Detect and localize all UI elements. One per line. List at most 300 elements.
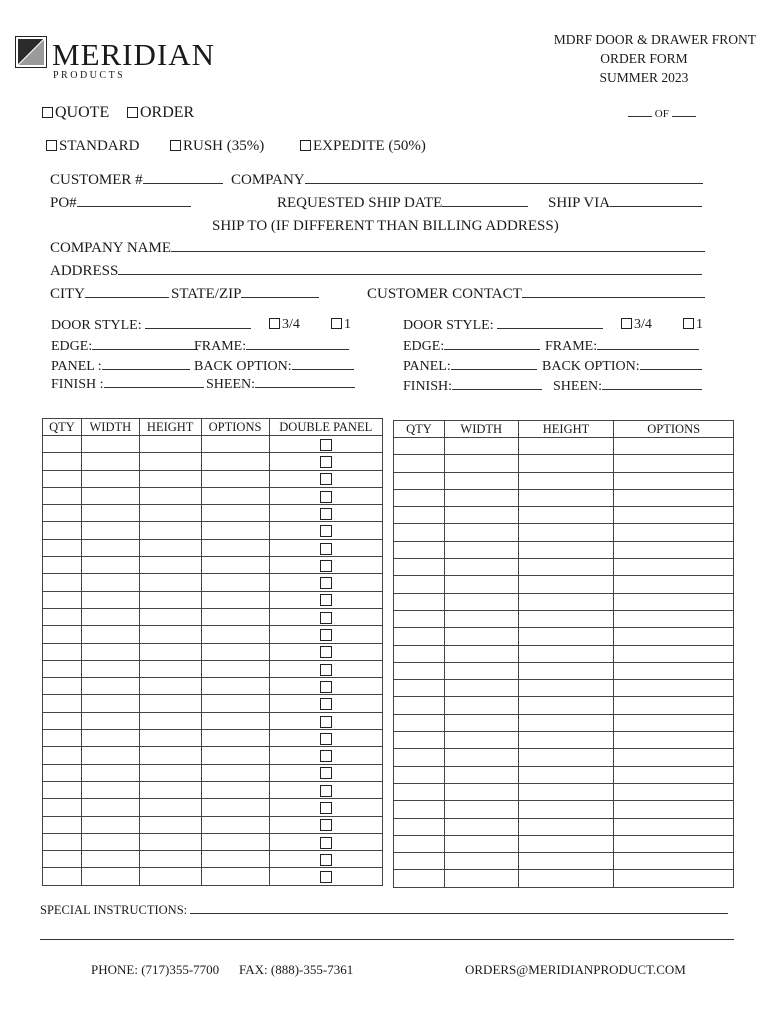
left-height-cell[interactable] <box>139 833 201 850</box>
left-height-cell[interactable] <box>139 764 201 781</box>
right-options-cell[interactable] <box>614 732 734 749</box>
left-width-cell[interactable] <box>81 453 139 470</box>
left-height-cell[interactable] <box>139 868 201 885</box>
left-door-style-field[interactable] <box>145 317 251 329</box>
left-qty-cell[interactable] <box>43 660 82 677</box>
state-zip-field[interactable] <box>241 286 319 298</box>
right-height-cell[interactable] <box>518 593 614 610</box>
left-height-cell[interactable] <box>139 712 201 729</box>
left-width-cell[interactable] <box>81 851 139 868</box>
left-width-cell[interactable] <box>81 557 139 574</box>
left-options-cell[interactable] <box>201 557 269 574</box>
right-height-cell[interactable] <box>518 507 614 524</box>
right-height-cell[interactable] <box>518 801 614 818</box>
left-options-cell[interactable] <box>201 453 269 470</box>
left-width-cell[interactable] <box>81 781 139 798</box>
left-width-cell[interactable] <box>81 522 139 539</box>
right-options-cell[interactable] <box>614 680 734 697</box>
left-double-panel-cell[interactable] <box>269 799 383 816</box>
left-options-cell[interactable] <box>201 626 269 643</box>
left-options-cell[interactable] <box>201 764 269 781</box>
left-height-cell[interactable] <box>139 608 201 625</box>
left-qty-cell[interactable] <box>43 539 82 556</box>
left-width-cell[interactable] <box>81 487 139 504</box>
expedite-checkbox[interactable] <box>300 140 311 151</box>
standard-option[interactable] <box>46 138 139 155</box>
right-width-cell[interactable] <box>444 766 518 783</box>
left-width-cell[interactable] <box>81 643 139 660</box>
left-double-panel-cell[interactable] <box>269 626 383 643</box>
double-panel-checkbox[interactable] <box>320 594 332 606</box>
order-option[interactable] <box>127 104 194 122</box>
left-double-panel-cell[interactable] <box>269 695 383 712</box>
left-height-cell[interactable] <box>139 505 201 522</box>
left-double-panel-cell[interactable] <box>269 678 383 695</box>
right-qty-cell[interactable] <box>394 714 445 731</box>
left-options-cell[interactable] <box>201 574 269 591</box>
standard-checkbox[interactable] <box>46 140 57 151</box>
left-options-cell[interactable] <box>201 695 269 712</box>
rush-option[interactable] <box>170 138 264 155</box>
right-width-cell[interactable] <box>444 438 518 455</box>
right-height-cell[interactable] <box>518 714 614 731</box>
double-panel-checkbox[interactable] <box>320 473 332 485</box>
right-qty-cell[interactable] <box>394 818 445 835</box>
page-total-field[interactable] <box>672 108 696 117</box>
expedite-option[interactable] <box>300 138 426 155</box>
left-double-panel-cell[interactable] <box>269 643 383 660</box>
right-width-cell[interactable] <box>444 835 518 852</box>
double-panel-checkbox[interactable] <box>320 491 332 503</box>
right-options-cell[interactable] <box>614 749 734 766</box>
right-width-cell[interactable] <box>444 732 518 749</box>
right-width-cell[interactable] <box>444 783 518 800</box>
left-width-cell[interactable] <box>81 799 139 816</box>
right-height-cell[interactable] <box>518 541 614 558</box>
left-width-cell[interactable] <box>81 730 139 747</box>
left-height-cell[interactable] <box>139 660 201 677</box>
right-height-cell[interactable] <box>518 455 614 472</box>
left-double-panel-cell[interactable] <box>269 591 383 608</box>
left-thickness-34[interactable] <box>269 317 300 333</box>
right-options-cell[interactable] <box>614 472 734 489</box>
right-height-cell[interactable] <box>518 870 614 887</box>
right-options-cell[interactable] <box>614 628 734 645</box>
right-door-style-field[interactable] <box>497 317 603 329</box>
right-height-cell[interactable] <box>518 749 614 766</box>
right-width-cell[interactable] <box>444 489 518 506</box>
left-options-cell[interactable] <box>201 833 269 850</box>
left-height-cell[interactable] <box>139 626 201 643</box>
left-double-panel-cell[interactable] <box>269 557 383 574</box>
right-qty-cell[interactable] <box>394 783 445 800</box>
left-double-panel-cell[interactable] <box>269 712 383 729</box>
left-height-cell[interactable] <box>139 816 201 833</box>
left-double-panel-cell[interactable] <box>269 453 383 470</box>
right-height-cell[interactable] <box>518 818 614 835</box>
left-width-cell[interactable] <box>81 608 139 625</box>
right-qty-cell[interactable] <box>394 559 445 576</box>
left-options-cell[interactable] <box>201 747 269 764</box>
double-panel-checkbox[interactable] <box>320 871 332 883</box>
right-options-cell[interactable] <box>614 610 734 627</box>
ship-via-field[interactable] <box>610 195 702 207</box>
right-qty-cell[interactable] <box>394 507 445 524</box>
right-width-cell[interactable] <box>444 628 518 645</box>
left-options-cell[interactable] <box>201 643 269 660</box>
left-width-cell[interactable] <box>81 574 139 591</box>
right-options-cell[interactable] <box>614 835 734 852</box>
right-qty-cell[interactable] <box>394 870 445 887</box>
left-options-cell[interactable] <box>201 799 269 816</box>
left-qty-cell[interactable] <box>43 505 82 522</box>
left-width-cell[interactable] <box>81 816 139 833</box>
order-checkbox[interactable] <box>127 107 138 118</box>
left-width-cell[interactable] <box>81 678 139 695</box>
left-options-cell[interactable] <box>201 591 269 608</box>
left-options-cell[interactable] <box>201 608 269 625</box>
right-qty-cell[interactable] <box>394 662 445 679</box>
right-qty-cell[interactable] <box>394 835 445 852</box>
left-options-cell[interactable] <box>201 781 269 798</box>
left-double-panel-cell[interactable] <box>269 781 383 798</box>
right-qty-cell[interactable] <box>394 766 445 783</box>
left-width-cell[interactable] <box>81 539 139 556</box>
right-options-cell[interactable] <box>614 507 734 524</box>
right-options-cell[interactable] <box>614 697 734 714</box>
left-height-cell[interactable] <box>139 799 201 816</box>
left-double-panel-cell[interactable] <box>269 470 383 487</box>
left-options-cell[interactable] <box>201 522 269 539</box>
company-name-field[interactable] <box>171 240 705 252</box>
left-options-cell[interactable] <box>201 660 269 677</box>
left-width-cell[interactable] <box>81 470 139 487</box>
right-options-cell[interactable] <box>614 645 734 662</box>
left-options-cell[interactable] <box>201 539 269 556</box>
left-height-cell[interactable] <box>139 522 201 539</box>
page-number-field[interactable] <box>628 108 652 117</box>
left-double-panel-cell[interactable] <box>269 730 383 747</box>
left-qty-cell[interactable] <box>43 470 82 487</box>
double-panel-checkbox[interactable] <box>320 750 332 762</box>
right-width-cell[interactable] <box>444 541 518 558</box>
left-frame-field[interactable] <box>246 338 349 350</box>
right-height-cell[interactable] <box>518 645 614 662</box>
right-panel-field[interactable] <box>451 358 537 370</box>
left-width-cell[interactable] <box>81 712 139 729</box>
right-height-cell[interactable] <box>518 628 614 645</box>
left-qty-cell[interactable] <box>43 453 82 470</box>
left-height-cell[interactable] <box>139 470 201 487</box>
right-options-cell[interactable] <box>614 524 734 541</box>
right-width-cell[interactable] <box>444 697 518 714</box>
right-options-cell[interactable] <box>614 853 734 870</box>
left-1-checkbox[interactable] <box>331 318 342 329</box>
right-height-cell[interactable] <box>518 853 614 870</box>
left-qty-cell[interactable] <box>43 643 82 660</box>
quote-option[interactable] <box>42 104 109 122</box>
right-qty-cell[interactable] <box>394 732 445 749</box>
left-height-cell[interactable] <box>139 695 201 712</box>
left-double-panel-cell[interactable] <box>269 851 383 868</box>
left-height-cell[interactable] <box>139 747 201 764</box>
double-panel-checkbox[interactable] <box>320 837 332 849</box>
left-double-panel-cell[interactable] <box>269 487 383 504</box>
company-field[interactable] <box>305 172 703 184</box>
left-options-cell[interactable] <box>201 436 269 453</box>
right-width-cell[interactable] <box>444 576 518 593</box>
right-height-cell[interactable] <box>518 835 614 852</box>
double-panel-checkbox[interactable] <box>320 681 332 693</box>
left-options-cell[interactable] <box>201 730 269 747</box>
right-options-cell[interactable] <box>614 818 734 835</box>
right-options-cell[interactable] <box>614 662 734 679</box>
right-options-cell[interactable] <box>614 489 734 506</box>
right-width-cell[interactable] <box>444 524 518 541</box>
right-frame-field[interactable] <box>597 338 699 350</box>
right-height-cell[interactable] <box>518 697 614 714</box>
left-height-cell[interactable] <box>139 539 201 556</box>
double-panel-checkbox[interactable] <box>320 508 332 520</box>
right-width-cell[interactable] <box>444 853 518 870</box>
right-qty-cell[interactable] <box>394 680 445 697</box>
right-options-cell[interactable] <box>614 438 734 455</box>
right-width-cell[interactable] <box>444 610 518 627</box>
left-double-panel-cell[interactable] <box>269 505 383 522</box>
right-width-cell[interactable] <box>444 680 518 697</box>
right-height-cell[interactable] <box>518 783 614 800</box>
right-qty-cell[interactable] <box>394 438 445 455</box>
right-options-cell[interactable] <box>614 541 734 558</box>
left-options-cell[interactable] <box>201 712 269 729</box>
double-panel-checkbox[interactable] <box>320 767 332 779</box>
left-sheen-field[interactable] <box>255 376 355 388</box>
right-thickness-1[interactable] <box>683 317 703 333</box>
customer-number-field[interactable] <box>143 172 223 184</box>
city-field[interactable] <box>85 286 169 298</box>
left-qty-cell[interactable] <box>43 557 82 574</box>
left-qty-cell[interactable] <box>43 574 82 591</box>
left-options-cell[interactable] <box>201 851 269 868</box>
right-height-cell[interactable] <box>518 559 614 576</box>
right-width-cell[interactable] <box>444 801 518 818</box>
right-qty-cell[interactable] <box>394 801 445 818</box>
right-options-cell[interactable] <box>614 870 734 887</box>
right-width-cell[interactable] <box>444 749 518 766</box>
special-instructions-line-2[interactable] <box>40 939 734 940</box>
right-options-cell[interactable] <box>614 455 734 472</box>
left-options-cell[interactable] <box>201 487 269 504</box>
left-width-cell[interactable] <box>81 747 139 764</box>
left-width-cell[interactable] <box>81 505 139 522</box>
left-qty-cell[interactable] <box>43 522 82 539</box>
double-panel-checkbox[interactable] <box>320 664 332 676</box>
left-double-panel-cell[interactable] <box>269 868 383 885</box>
left-qty-cell[interactable] <box>43 764 82 781</box>
left-edge-field[interactable] <box>92 338 198 350</box>
left-width-cell[interactable] <box>81 695 139 712</box>
double-panel-checkbox[interactable] <box>320 733 332 745</box>
right-qty-cell[interactable] <box>394 628 445 645</box>
left-height-cell[interactable] <box>139 678 201 695</box>
footer-email[interactable]: ORDERS@MERIDIANPRODUCT.COM <box>465 962 686 977</box>
double-panel-checkbox[interactable] <box>320 785 332 797</box>
right-thickness-34[interactable] <box>621 317 652 333</box>
left-options-cell[interactable] <box>201 868 269 885</box>
left-qty-cell[interactable] <box>43 747 82 764</box>
right-width-cell[interactable] <box>444 455 518 472</box>
left-panel-field[interactable] <box>102 358 190 370</box>
right-width-cell[interactable] <box>444 870 518 887</box>
right-height-cell[interactable] <box>518 766 614 783</box>
right-height-cell[interactable] <box>518 524 614 541</box>
po-field[interactable] <box>77 195 191 207</box>
left-qty-cell[interactable] <box>43 712 82 729</box>
quote-checkbox[interactable] <box>42 107 53 118</box>
right-width-cell[interactable] <box>444 818 518 835</box>
left-34-checkbox[interactable] <box>269 318 280 329</box>
right-height-cell[interactable] <box>518 489 614 506</box>
right-options-cell[interactable] <box>614 801 734 818</box>
double-panel-checkbox[interactable] <box>320 698 332 710</box>
left-qty-cell[interactable] <box>43 851 82 868</box>
left-height-cell[interactable] <box>139 851 201 868</box>
left-double-panel-cell[interactable] <box>269 747 383 764</box>
right-qty-cell[interactable] <box>394 749 445 766</box>
right-qty-cell[interactable] <box>394 645 445 662</box>
right-height-cell[interactable] <box>518 732 614 749</box>
double-panel-checkbox[interactable] <box>320 612 332 624</box>
double-panel-checkbox[interactable] <box>320 525 332 537</box>
left-double-panel-cell[interactable] <box>269 764 383 781</box>
left-qty-cell[interactable] <box>43 868 82 885</box>
right-1-checkbox[interactable] <box>683 318 694 329</box>
left-qty-cell[interactable] <box>43 678 82 695</box>
left-qty-cell[interactable] <box>43 816 82 833</box>
right-height-cell[interactable] <box>518 610 614 627</box>
right-qty-cell[interactable] <box>394 489 445 506</box>
right-qty-cell[interactable] <box>394 610 445 627</box>
double-panel-checkbox[interactable] <box>320 439 332 451</box>
double-panel-checkbox[interactable] <box>320 456 332 468</box>
right-width-cell[interactable] <box>444 662 518 679</box>
left-width-cell[interactable] <box>81 868 139 885</box>
left-height-cell[interactable] <box>139 487 201 504</box>
left-double-panel-cell[interactable] <box>269 539 383 556</box>
left-height-cell[interactable] <box>139 574 201 591</box>
left-options-cell[interactable] <box>201 816 269 833</box>
left-width-cell[interactable] <box>81 764 139 781</box>
right-options-cell[interactable] <box>614 766 734 783</box>
left-width-cell[interactable] <box>81 626 139 643</box>
left-qty-cell[interactable] <box>43 799 82 816</box>
right-qty-cell[interactable] <box>394 576 445 593</box>
left-qty-cell[interactable] <box>43 436 82 453</box>
left-double-panel-cell[interactable] <box>269 660 383 677</box>
right-edge-field[interactable] <box>444 338 540 350</box>
right-sheen-field[interactable] <box>602 378 702 390</box>
customer-contact-field[interactable] <box>522 286 705 298</box>
left-height-cell[interactable] <box>139 557 201 574</box>
left-finish-field[interactable] <box>104 376 204 388</box>
special-instructions-field[interactable] <box>190 904 728 914</box>
right-width-cell[interactable] <box>444 559 518 576</box>
left-back-option-field[interactable] <box>292 358 354 370</box>
left-options-cell[interactable] <box>201 678 269 695</box>
right-34-checkbox[interactable] <box>621 318 632 329</box>
left-double-panel-cell[interactable] <box>269 574 383 591</box>
left-qty-cell[interactable] <box>43 591 82 608</box>
right-width-cell[interactable] <box>444 645 518 662</box>
right-options-cell[interactable] <box>614 783 734 800</box>
rush-checkbox[interactable] <box>170 140 181 151</box>
left-width-cell[interactable] <box>81 833 139 850</box>
left-qty-cell[interactable] <box>43 695 82 712</box>
right-qty-cell[interactable] <box>394 524 445 541</box>
left-double-panel-cell[interactable] <box>269 833 383 850</box>
left-double-panel-cell[interactable] <box>269 522 383 539</box>
right-qty-cell[interactable] <box>394 853 445 870</box>
right-options-cell[interactable] <box>614 559 734 576</box>
address-field[interactable] <box>118 263 702 275</box>
left-width-cell[interactable] <box>81 436 139 453</box>
double-panel-checkbox[interactable] <box>320 819 332 831</box>
right-height-cell[interactable] <box>518 662 614 679</box>
right-width-cell[interactable] <box>444 593 518 610</box>
right-qty-cell[interactable] <box>394 697 445 714</box>
double-panel-checkbox[interactable] <box>320 577 332 589</box>
left-qty-cell[interactable] <box>43 730 82 747</box>
left-height-cell[interactable] <box>139 730 201 747</box>
right-qty-cell[interactable] <box>394 472 445 489</box>
double-panel-checkbox[interactable] <box>320 629 332 641</box>
left-width-cell[interactable] <box>81 591 139 608</box>
right-options-cell[interactable] <box>614 593 734 610</box>
left-width-cell[interactable] <box>81 660 139 677</box>
left-height-cell[interactable] <box>139 591 201 608</box>
double-panel-checkbox[interactable] <box>320 543 332 555</box>
right-height-cell[interactable] <box>518 438 614 455</box>
left-height-cell[interactable] <box>139 643 201 660</box>
right-options-cell[interactable] <box>614 576 734 593</box>
left-qty-cell[interactable] <box>43 833 82 850</box>
double-panel-checkbox[interactable] <box>320 560 332 572</box>
right-height-cell[interactable] <box>518 576 614 593</box>
left-thickness-1[interactable] <box>331 317 351 333</box>
right-qty-cell[interactable] <box>394 593 445 610</box>
double-panel-checkbox[interactable] <box>320 802 332 814</box>
left-options-cell[interactable] <box>201 505 269 522</box>
left-double-panel-cell[interactable] <box>269 608 383 625</box>
left-height-cell[interactable] <box>139 436 201 453</box>
right-qty-cell[interactable] <box>394 455 445 472</box>
double-panel-checkbox[interactable] <box>320 716 332 728</box>
left-qty-cell[interactable] <box>43 626 82 643</box>
right-width-cell[interactable] <box>444 714 518 731</box>
right-height-cell[interactable] <box>518 472 614 489</box>
double-panel-checkbox[interactable] <box>320 646 332 658</box>
left-double-panel-cell[interactable] <box>269 436 383 453</box>
left-qty-cell[interactable] <box>43 487 82 504</box>
left-height-cell[interactable] <box>139 453 201 470</box>
left-double-panel-cell[interactable] <box>269 816 383 833</box>
left-height-cell[interactable] <box>139 781 201 798</box>
right-qty-cell[interactable] <box>394 541 445 558</box>
right-back-option-field[interactable] <box>640 358 702 370</box>
right-height-cell[interactable] <box>518 680 614 697</box>
right-options-cell[interactable] <box>614 714 734 731</box>
right-width-cell[interactable] <box>444 472 518 489</box>
